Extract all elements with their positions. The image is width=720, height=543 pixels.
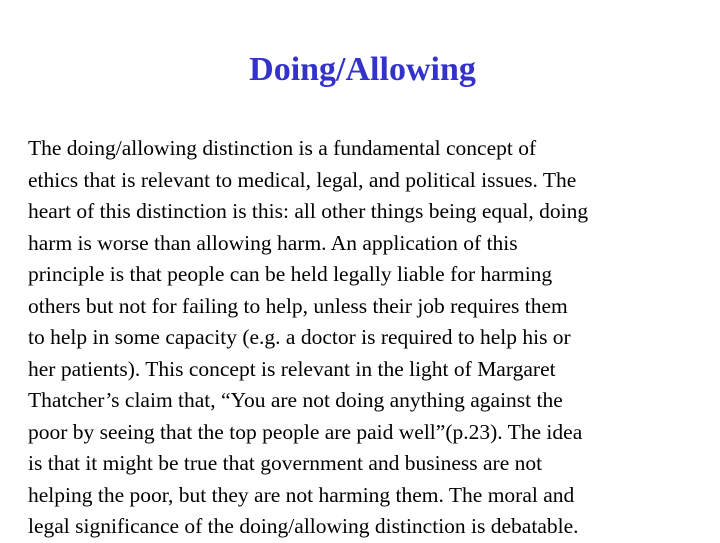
body-line: harm is worse than allowing harm. An application of this bbox=[28, 230, 518, 255]
body-paragraph bbox=[28, 133, 588, 543]
body-line: to help in some capacity (e.g. a doctor is required to help his or bbox=[28, 325, 571, 349]
body-line: legal significance of the doing/allowing distinction is debatable. bbox=[28, 514, 579, 538]
body-line: The doing/allowing distinction is a fundamental concept of bbox=[28, 136, 537, 160]
body-line: is that it might be true that government and business are not bbox=[28, 451, 543, 475]
body-line: helping the poor, but they are not harming them. The moral and bbox=[28, 482, 575, 507]
body-line: Thatcher’s claim that, “You are not doing anything against the bbox=[28, 388, 563, 412]
body-line: poor by seeing that the top people are paid well”(p.23). The idea bbox=[28, 419, 583, 444]
body-line: heart of this distinction is this: all other things being equal, doing bbox=[28, 199, 589, 223]
body-line: others but not for failing to help, unless their job requires them bbox=[28, 293, 568, 318]
body-line: principle is that people can be held legally liable for harming bbox=[28, 262, 553, 286]
body-line: ethics that is relevant to medical, legal, and political issues. The bbox=[28, 167, 577, 192]
body-line: her patients). This concept is relevant in the light of Margaret bbox=[28, 356, 556, 381]
slide-title: Doing/Allowing bbox=[249, 51, 476, 88]
